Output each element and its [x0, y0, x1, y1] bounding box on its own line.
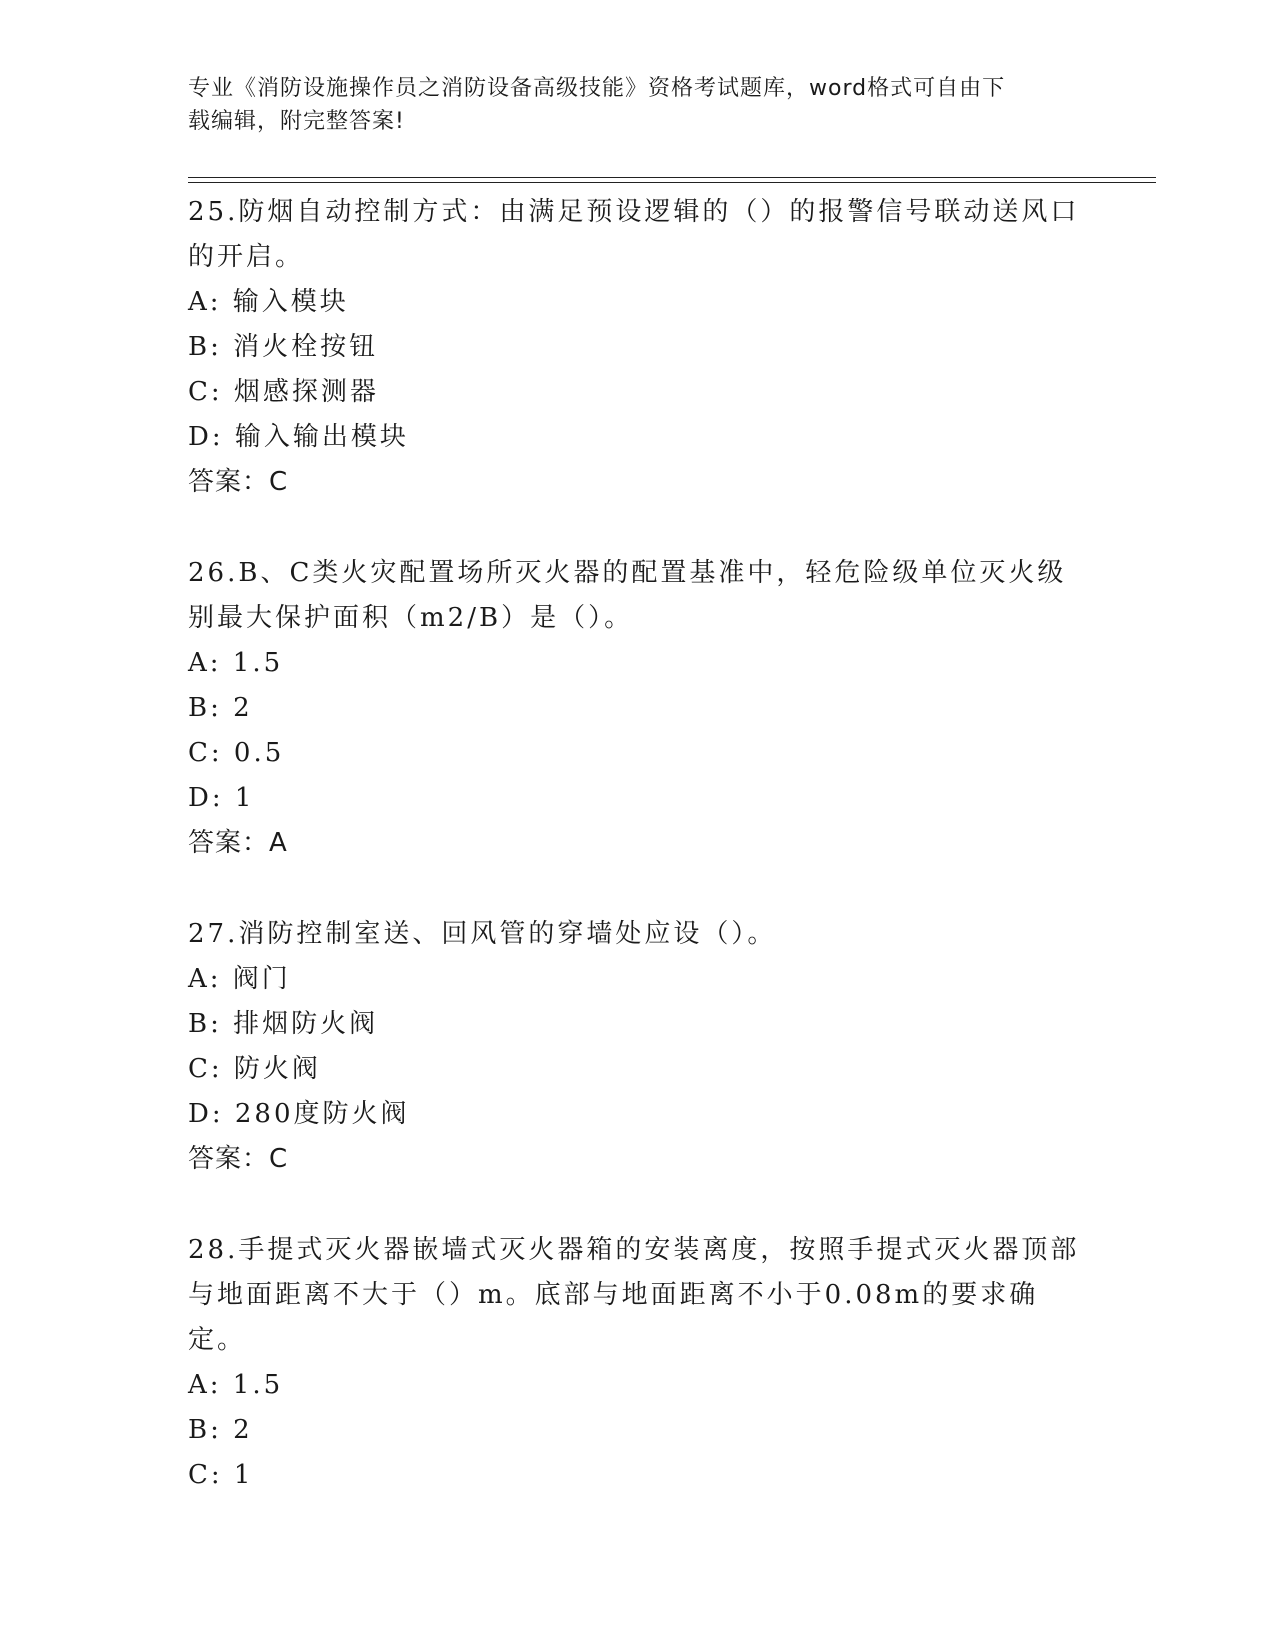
- question-text: 26.B、C类火灾配置场所灭火器的配置基准中，轻危险级单位灭火级别最大保护面积（m2/B）是（）。: [188, 558, 1067, 633]
- question-28: [188, 1228, 1088, 1498]
- option-a: A: 1.5: [188, 648, 284, 678]
- option-c: C: 1: [188, 1460, 254, 1490]
- answer: 答案：A: [188, 828, 288, 858]
- question-text: 25.防烟自动控制方式：由满足预设逻辑的（）的报警信号联动送风口的开启。: [188, 197, 1080, 272]
- option-b: B: 消火栓按钮: [188, 332, 379, 362]
- question-text: 27.消防控制室送、回风管的穿墙处应设（）。: [188, 919, 777, 949]
- question-26: [188, 551, 1088, 866]
- option-b: B: 2: [188, 693, 253, 723]
- answer: 答案：C: [188, 467, 289, 497]
- option-d: D: 280度防火阀: [188, 1099, 410, 1129]
- option-d: D: 1: [188, 783, 255, 813]
- option-c: C: 烟感探测器: [188, 377, 379, 407]
- header-line-2: 载编辑，附完整答案!: [188, 109, 405, 134]
- option-b: B: 2: [188, 1415, 253, 1445]
- question-25: [188, 190, 1088, 505]
- question-text: 28.手提式灭火器嵌墙式灭火器箱的安装离度，按照手提式灭火器顶部与地面距离不大于（）m。底部与地面距离不小于0.08m的要求确定。: [188, 1235, 1080, 1355]
- header-divider-top: [188, 177, 1156, 178]
- document-header: [188, 72, 1068, 138]
- option-a: A: 输入模块: [188, 287, 349, 317]
- option-b: B: 排烟防火阀: [188, 1009, 379, 1039]
- header-line-1: 专业《消防设施操作员之消防设备高级技能》资格考试题库，word格式可自由下: [188, 76, 1006, 101]
- answer: 答案：C: [188, 1144, 289, 1174]
- option-c: C: 0.5: [188, 738, 285, 768]
- option-c: C: 防火阀: [188, 1054, 321, 1084]
- option-a: A: 1.5: [188, 1370, 284, 1400]
- option-d: D: 输入输出模块: [188, 422, 409, 452]
- header-divider-bottom: [188, 182, 1156, 183]
- option-a: A: 阀门: [188, 964, 291, 994]
- question-27: [188, 912, 1088, 1182]
- question-list: [188, 190, 1088, 1544]
